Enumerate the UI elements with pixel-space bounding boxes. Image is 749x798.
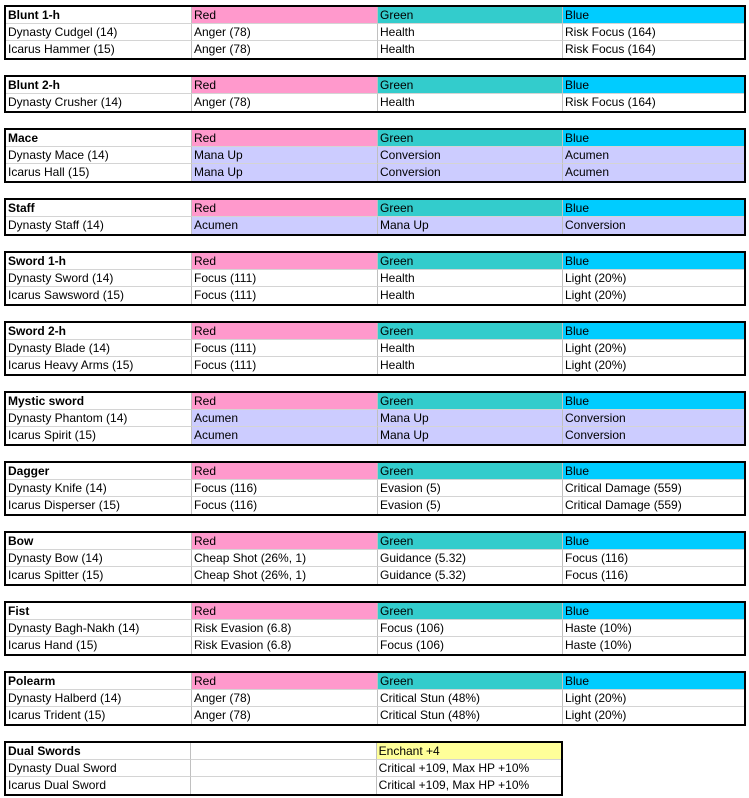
bonus-cell[interactable]: Critical +109, Max HP +10% (377, 760, 561, 777)
group-mace (4, 128, 746, 183)
red-cell[interactable]: Cheap Shot (26%, 1) (192, 550, 378, 567)
table-row (6, 620, 744, 637)
group-title[interactable]: Mystic sword (6, 393, 192, 410)
item-cell[interactable]: Icarus Spirit (15) (6, 427, 192, 444)
item-cell[interactable]: Icarus Hall (15) (6, 164, 192, 181)
item-cell[interactable]: Dynasty Bow (14) (6, 550, 192, 567)
green-cell[interactable]: Evasion (5) (378, 497, 563, 514)
item-cell[interactable]: Icarus Hammer (15) (6, 41, 192, 58)
item-cell[interactable]: Dynasty Halberd (14) (6, 690, 192, 707)
blue-cell[interactable]: Haste (10%) (563, 620, 744, 637)
item-cell[interactable]: Dynasty Crusher (14) (6, 94, 192, 111)
green-cell[interactable]: Health (378, 24, 563, 41)
group-header-row (6, 743, 561, 760)
table-row (6, 690, 744, 707)
green-cell[interactable]: Conversion (378, 164, 563, 181)
blue-cell[interactable]: Haste (10%) (565, 638, 632, 652)
item-cell[interactable]: Icarus Heavy Arms (15) (6, 357, 192, 374)
blue-header[interactable]: Blue (563, 77, 744, 94)
red-cell[interactable]: Acumen (192, 217, 378, 234)
group-header-row (6, 323, 744, 340)
green-header[interactable]: Green (378, 393, 563, 410)
red-cell[interactable]: Mana Up (192, 164, 378, 181)
group-title[interactable]: Mace (6, 130, 192, 147)
red-cell[interactable]: Anger (78) (192, 690, 378, 707)
green-cell[interactable]: Health (378, 357, 563, 374)
table-row (6, 707, 744, 724)
red-cell[interactable]: Focus (116) (192, 480, 378, 497)
empty-cell[interactable] (191, 760, 376, 777)
green-header[interactable]: Green (378, 603, 563, 620)
green-cell[interactable]: Evasion (5) (378, 480, 563, 497)
item-cell[interactable]: Dynasty Mace (14) (6, 147, 192, 164)
blue-header[interactable]: Blue (563, 130, 744, 147)
green-cell[interactable]: Guidance (5.32) (378, 550, 563, 567)
blue-cell[interactable]: Light (20%) (563, 690, 744, 707)
green-header[interactable]: Green (378, 130, 563, 147)
blue-cell[interactable]: Conversion (563, 410, 744, 427)
blue-cell[interactable]: Light (20%) (565, 288, 627, 302)
red-cell[interactable]: Anger (78) (192, 707, 378, 724)
group-sword-1h (4, 251, 746, 306)
group-dual-swords (4, 741, 563, 796)
table-row (6, 287, 744, 304)
item-cell[interactable]: Icarus Sawsword (15) (6, 287, 192, 304)
red-cell[interactable]: Mana Up (192, 147, 378, 164)
green-cell[interactable]: Health (378, 340, 563, 357)
item-cell[interactable]: Icarus Hand (15) (6, 637, 192, 654)
blue-cell[interactable]: Risk Focus (164) (565, 95, 656, 109)
group-title[interactable]: Sword 2-h (6, 323, 192, 340)
blue-cell[interactable]: Risk Focus (164) (563, 24, 744, 41)
group-title[interactable]: Polearm (6, 673, 192, 690)
group-title[interactable]: Blunt 2-h (6, 77, 192, 94)
group-header-row (6, 463, 744, 480)
green-cell[interactable]: Health (378, 287, 563, 304)
table-row (6, 550, 744, 567)
red-cell[interactable]: Risk Evasion (6.8) (192, 620, 378, 637)
item-cell[interactable]: Dynasty Sword (14) (6, 270, 192, 287)
item-cell[interactable]: Dynasty Bagh-Nakh (14) (6, 620, 192, 637)
blue-cell[interactable]: Conversion (563, 427, 744, 444)
item-cell[interactable]: Icarus Trident (15) (6, 707, 192, 724)
red-cell[interactable]: Anger (78) (192, 24, 378, 41)
red-cell[interactable]: Focus (116) (192, 497, 378, 514)
red-cell[interactable]: Anger (78) (192, 41, 378, 58)
green-cell[interactable]: Critical Stun (48%) (378, 707, 563, 724)
item-cell[interactable]: Dynasty Dual Sword (6, 760, 191, 777)
blue-cell[interactable]: Light (20%) (565, 708, 627, 722)
item-cell[interactable]: Dynasty Staff (14) (6, 217, 192, 234)
group-title[interactable]: Sword 1-h (6, 253, 192, 270)
group-mystic-sword (4, 391, 746, 446)
blue-cell[interactable]: Focus (116) (565, 568, 629, 582)
blue-header[interactable]: Blue (563, 7, 744, 24)
group-blunt-1h (4, 5, 746, 60)
red-cell[interactable]: Focus (111) (192, 357, 378, 374)
item-cell[interactable]: Icarus Dual Sword (6, 777, 191, 794)
blue-header[interactable]: Blue (563, 463, 744, 480)
red-cell[interactable]: Focus (111) (192, 340, 378, 357)
blue-header[interactable]: Blue (563, 323, 744, 340)
red-header[interactable]: Red (192, 7, 378, 24)
table-row (6, 164, 744, 181)
green-header[interactable]: Green (378, 7, 563, 24)
group-header-row (6, 533, 744, 550)
green-cell[interactable]: Mana Up (378, 410, 563, 427)
red-cell[interactable]: Focus (111) (192, 270, 378, 287)
green-header[interactable]: Green (378, 323, 563, 340)
table-row (6, 340, 744, 357)
red-header[interactable]: Red (192, 253, 378, 270)
group-header-row (6, 77, 744, 94)
green-cell[interactable]: Health (378, 270, 563, 287)
green-header[interactable]: Green (378, 77, 563, 94)
group-header-row (6, 253, 744, 270)
table-row (6, 270, 744, 287)
blue-header[interactable]: Blue (563, 673, 744, 690)
item-cell[interactable]: Icarus Spitter (15) (6, 567, 192, 584)
table-row (6, 410, 744, 427)
red-cell[interactable]: Acumen (192, 427, 378, 444)
red-header[interactable]: Red (192, 673, 378, 690)
green-cell[interactable]: Mana Up (378, 427, 563, 444)
table-row (6, 497, 744, 514)
red-header[interactable]: Red (192, 130, 378, 147)
empty-cell[interactable] (191, 743, 376, 760)
table-row (6, 777, 561, 794)
group-header-row (6, 603, 744, 620)
table-row (6, 760, 561, 777)
item-cell[interactable]: Dynasty Blade (14) (6, 340, 192, 357)
group-title[interactable]: Dagger (6, 463, 192, 480)
red-cell[interactable]: Risk Evasion (6.8) (192, 637, 378, 654)
blue-header[interactable]: Blue (563, 533, 744, 550)
green-cell[interactable]: Focus (106) (378, 620, 563, 637)
group-header-row (6, 7, 744, 24)
red-header[interactable]: Red (192, 463, 378, 480)
table-row (6, 41, 744, 58)
group-header-row (6, 130, 744, 147)
red-cell[interactable]: Anger (78) (192, 94, 378, 111)
group-dagger (4, 461, 746, 516)
group-bow (4, 531, 746, 586)
group-header-row (6, 673, 744, 690)
item-cell[interactable]: Dynasty Knife (14) (6, 480, 192, 497)
group-header-row (6, 393, 744, 410)
table-row (6, 94, 744, 111)
blue-cell[interactable]: Light (20%) (565, 358, 627, 372)
red-header[interactable]: Red (192, 393, 378, 410)
green-cell[interactable]: Health (378, 41, 563, 58)
table-row (6, 567, 744, 584)
red-header[interactable]: Red (192, 533, 378, 550)
red-cell[interactable]: Cheap Shot (26%, 1) (192, 567, 378, 584)
green-header[interactable]: Green (378, 200, 563, 217)
blue-cell[interactable]: Acumen (563, 147, 744, 164)
group-fist (4, 601, 746, 656)
green-cell[interactable]: Focus (106) (378, 637, 563, 654)
green-cell[interactable]: Conversion (378, 147, 563, 164)
blue-header[interactable]: Blue (563, 603, 744, 620)
group-title[interactable]: Staff (6, 200, 192, 217)
bonus-cell[interactable]: Critical +109, Max HP +10% (378, 778, 530, 792)
green-header[interactable]: Green (378, 673, 563, 690)
blue-cell[interactable]: Acumen (563, 164, 744, 181)
table-row (6, 357, 744, 374)
table-row (6, 147, 744, 164)
blue-header[interactable]: Blue (563, 393, 744, 410)
green-cell[interactable]: Mana Up (378, 217, 563, 234)
red-header[interactable]: Red (192, 77, 378, 94)
green-cell[interactable]: Critical Stun (48%) (378, 690, 563, 707)
green-header[interactable]: Green (378, 533, 563, 550)
table-row (6, 480, 744, 497)
blue-cell[interactable]: Critical Damage (559) (563, 480, 744, 497)
table-row (6, 217, 744, 234)
red-header[interactable]: Red (192, 603, 378, 620)
group-title[interactable]: Blunt 1-h (6, 7, 192, 24)
enchant-header[interactable]: Enchant +4 (377, 743, 561, 760)
red-header[interactable]: Red (192, 200, 378, 217)
blue-cell[interactable]: Light (20%) (563, 270, 744, 287)
group-sword-2h (4, 321, 746, 376)
green-cell[interactable]: Guidance (5.32) (378, 567, 563, 584)
group-blunt-2h (4, 75, 746, 113)
group-title[interactable]: Bow (6, 533, 192, 550)
red-cell[interactable]: Focus (111) (192, 287, 378, 304)
group-staff (4, 198, 746, 236)
item-cell[interactable]: Icarus Disperser (15) (6, 497, 192, 514)
item-cell[interactable]: Dynasty Phantom (14) (6, 410, 192, 427)
table-row (6, 637, 744, 654)
blue-cell[interactable]: Focus (116) (563, 550, 744, 567)
item-cell[interactable]: Dynasty Cudgel (14) (6, 24, 192, 41)
blue-header[interactable]: Blue (563, 200, 744, 217)
blue-cell[interactable]: Risk Focus (164) (565, 42, 656, 56)
blue-cell[interactable]: Critical Damage (559) (565, 498, 682, 512)
table-row (6, 427, 744, 444)
green-header[interactable]: Green (378, 463, 563, 480)
blue-header[interactable]: Blue (563, 253, 744, 270)
group-title[interactable]: Fist (6, 603, 192, 620)
group-header-row (6, 200, 744, 217)
green-cell[interactable]: Health (378, 94, 563, 111)
green-header[interactable]: Green (378, 253, 563, 270)
red-cell[interactable]: Acumen (192, 410, 378, 427)
table-row (6, 24, 744, 41)
group-polearm (4, 671, 746, 726)
red-header[interactable]: Red (192, 323, 378, 340)
blue-cell[interactable]: Conversion (563, 217, 744, 234)
empty-cell[interactable] (191, 777, 376, 794)
group-title[interactable]: Dual Swords (6, 743, 191, 760)
blue-cell[interactable]: Light (20%) (563, 340, 744, 357)
